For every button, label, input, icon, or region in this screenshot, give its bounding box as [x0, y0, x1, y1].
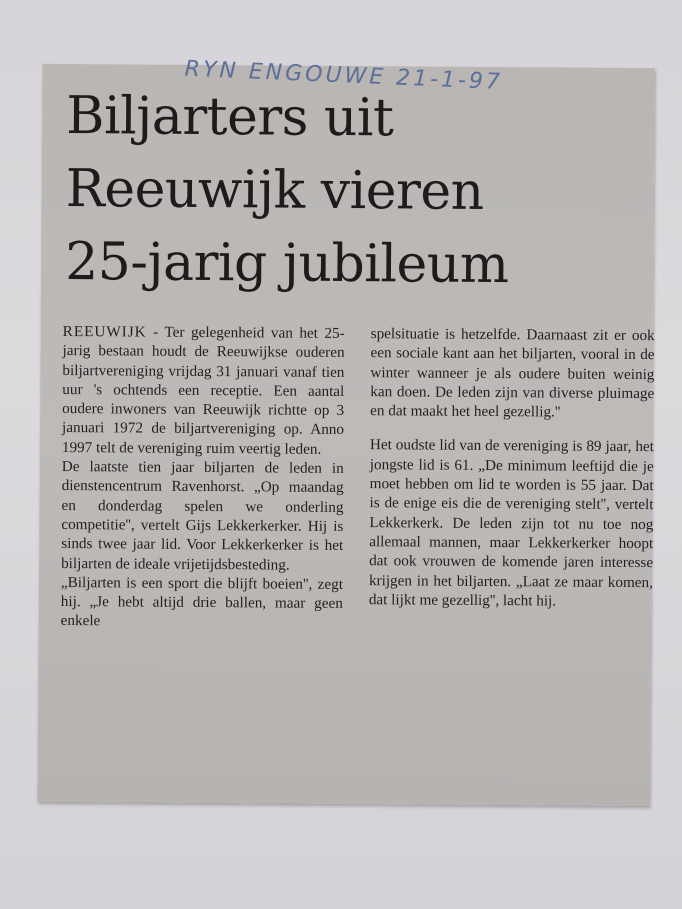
- headline-line-1: Biljarters uit: [66, 86, 394, 149]
- newspaper-clipping: [37, 56, 655, 806]
- article-column-left: [61, 322, 345, 633]
- article-paragraph-2: De laatste tien jaar biljarten de leden in dienstencentrum Ravenhorst. „Op maandag en donderdag spelen we onderling competitie'', vertelt Gijs Lekkerkerker. Hij is sinds twee jaar lid. Voor Lekkerkerker is het biljarten de ideale vrijetijdsbesteding.: [61, 458, 344, 574]
- article-paragraph-1: [62, 322, 345, 459]
- article-paragraph-4: spelsituatie is hetzelfde. Daarnaast zit er ook een sociale kant aan het biljarten, vooral in de winter wanneer je als oudere buiten weinig kan doen. De leden zijn van diverse pluimage en dat maakt het heel gezellig.'': [370, 325, 655, 421]
- article-column-right: [369, 324, 655, 611]
- article-paragraph-3: „Biljarten is een sport die blijft boeien'', zegt hij. „Je hebt altijd drie ballen, maar geen enkele: [60, 573, 344, 630]
- headline: [65, 80, 647, 303]
- article-paragraph-1-text: - Ter gelegenheid van het 25-jarig bestaan houdt de Reeuwijkse ouderen biljartvereniging vrijdag 31 januari vanaf tien uur 's ochtends een receptie. Een aantal oudere inwoners van Reeuwijk richtte op 3 januari 1972 de biljartvereniging op. Anno 1997 telt de vereniging ruim veertig leden.: [61, 323, 345, 458]
- headline-line-3: 25-jarig jubileum: [64, 232, 509, 296]
- headline-line-2: Reeuwijk vieren: [65, 159, 484, 222]
- dateline: REEUWIJK: [62, 323, 147, 341]
- article-paragraph-5: Het oudste lid van de vereniging is 89 jaar, het jongste lid is 61. „De minimum leeftijd die je moet hebben om lid te worden is 55 jaar. Dat is de enige eis die de vereniging stelt'', vertelt Lekkerkerk. De leden zijn tot nu toe nog allemaal mannen, maar Lekkerkerker hoopt dat ook vrouwen de komende jaren interesse krijgen in het biljarten. „Laat ze maar komen, dat lijkt me gezellig'', lacht hij.: [368, 436, 654, 610]
- handwritten-note: RYN ENGOUWE 21-1-97: [184, 56, 504, 95]
